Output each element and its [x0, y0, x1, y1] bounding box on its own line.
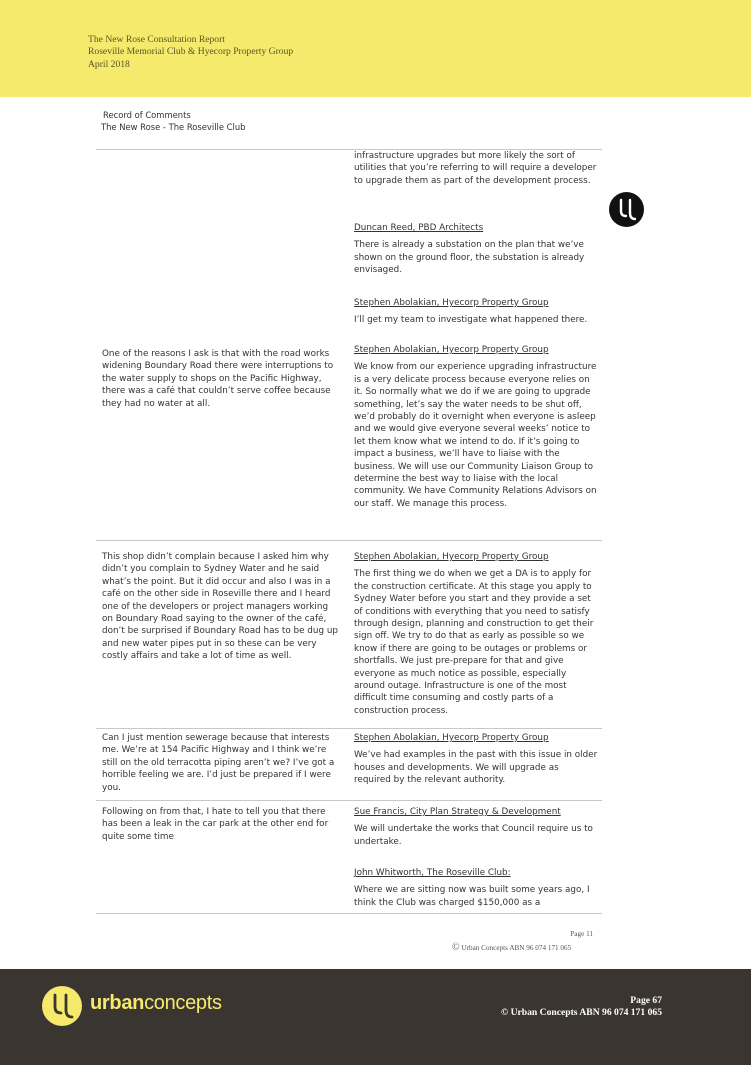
- brand-name-bold: urban: [90, 992, 145, 1014]
- brand-logo-icon: [42, 986, 82, 1026]
- table-rule: [96, 540, 602, 541]
- speaker-name: Stephen Abolakian, Hyecorp Property Group: [354, 733, 549, 743]
- response-continuation: [354, 150, 598, 187]
- table-rule: [96, 800, 602, 801]
- report-header: [88, 34, 293, 71]
- record-title: Record of Comments: [103, 110, 191, 120]
- response-text: We will undertake the works that Council require us to undertake.: [354, 824, 593, 847]
- response-text: I’ll get my team to investigate what happened there.: [354, 315, 588, 326]
- community-comment: [102, 732, 338, 794]
- footer-page-number: Page 67: [630, 995, 662, 1006]
- report-parties: Roseville Memorial Club & Hyecorp Property Group: [88, 46, 294, 58]
- response-block: [354, 344, 598, 510]
- response-block: [354, 867, 598, 909]
- community-comment: [102, 806, 338, 843]
- response-text: We know from our experience upgrading infrastructure is a very delicate process because everyone relies on it. So normally what we do if we are going to upgrade something, let’s say the water needs to be shut off, we’d probably do it overnight when everyone is asleep and we would give everyone several weeks’ notice to let them know what we intend to do. If it’s going to impact a business, we’ll have to liaise with the business. We will use our Community Liaison Group to determine the best way to liaise with the local community. We have Community Relations Advisors on our staff. We manage this process.: [354, 362, 597, 509]
- community-comment: [102, 551, 338, 663]
- report-title: The New Rose Consultation Report: [88, 34, 225, 45]
- response-text: We’ve had examples in the past with this issue in older houses and developments. We will upgrade as required by the relevant authority.: [354, 750, 598, 786]
- response-block: [354, 297, 598, 327]
- brand-name: [90, 992, 222, 1015]
- comment-text: Can I just mention sewerage because that interests me. We’re at 154 Pacific Highway and I think we’re still on the old terracotta piping aren’t we? I’ve got a horrible feeling we are. I’d just be prepared if I were you.: [102, 733, 335, 793]
- speaker-name: Stephen Abolakian, Hyecorp Property Group: [354, 552, 549, 562]
- response-text: There is already a substation on the plan that we’ve shown on the ground floor, the substation is already envisaged.: [354, 240, 585, 276]
- speaker-name: Stephen Abolakian, Hyecorp Property Group: [354, 298, 549, 308]
- brand-name-light: concepts: [144, 992, 222, 1014]
- brand-glyph-icon: [42, 986, 82, 1026]
- response-block: [354, 222, 598, 277]
- page-number: Page 11: [570, 930, 593, 938]
- comment-text: Following on from that, I hate to tell you that there has been a leak in the car park at the other end for quite some time: [102, 807, 329, 842]
- speaker-name: Duncan Reed, PBD Architects: [354, 223, 484, 233]
- record-subtitle: The New Rose - The Roseville Club: [101, 122, 246, 132]
- comment-text: This shop didn’t complain because I asked him why didn’t you complain to Sydney Water and he said what’s the point. But it did occur and also I was in a café on the other side in Roseville there and I heard one of the developers or project managers working on Boundary Road saying to the owner of the café, don’t be surprised if Boundary Road has to be dug up and new water pipes put in so these can be very costly affairs and take a lot of time as well.: [102, 552, 339, 662]
- report-date: April 2018: [88, 58, 130, 70]
- table-rule: [96, 913, 602, 914]
- response-text: infrastructure upgrades but more likely the sort of utilities that you’re referring to will require a developer to upgrade them as part of the development process.: [354, 151, 597, 186]
- abn-text: Urban Concepts ABN 96 074 171 065: [461, 944, 572, 952]
- speaker-name: Stephen Abolakian, Hyecorp Property Group: [354, 345, 549, 355]
- page-abn: [452, 942, 571, 953]
- community-comment: [102, 348, 338, 410]
- comment-text: One of the reasons I ask is that with the road works widening Boundary Road there were interruptions to the water supply to shops on the Pacific Highway, there was a café that couldn’t serve coffee because they had no water at all.: [102, 349, 334, 409]
- speaker-name: John Whitworth, The Roseville Club:: [354, 868, 511, 878]
- logo-glyph-icon: [609, 192, 644, 227]
- response-text: The first thing we do when we get a DA is to apply for the construction certificate. At this stage you apply to Sydney Water before you start and they provide a set of conditions with everything that you need to satisfy through design, planning and construction to get their sign off. We try to do that as early as possible so we know if there are going to be outages or problems or shortfalls. We just pre-prepare for that and give everyone as much notice as possible, especially around outage. Infrastructure is one of the most difficult time consuming and costly parts of a construction process.: [354, 569, 594, 716]
- footer-copyright: © Urban Concepts ABN 96 074 171 065: [501, 1007, 662, 1018]
- copyright-icon: ©: [452, 942, 460, 953]
- response-block: [354, 732, 598, 787]
- header-band: [0, 0, 751, 97]
- table-rule: [96, 728, 602, 729]
- urban-concepts-logo-icon: [609, 192, 644, 227]
- response-block: [354, 806, 598, 848]
- response-block: [354, 551, 598, 717]
- record-heading: [103, 109, 245, 133]
- response-text: Where we are sitting now was built some years ago, I think the Club was charged $150,000 as a: [354, 885, 590, 908]
- speaker-name: Sue Francis, City Plan Strategy & Development: [354, 807, 561, 817]
